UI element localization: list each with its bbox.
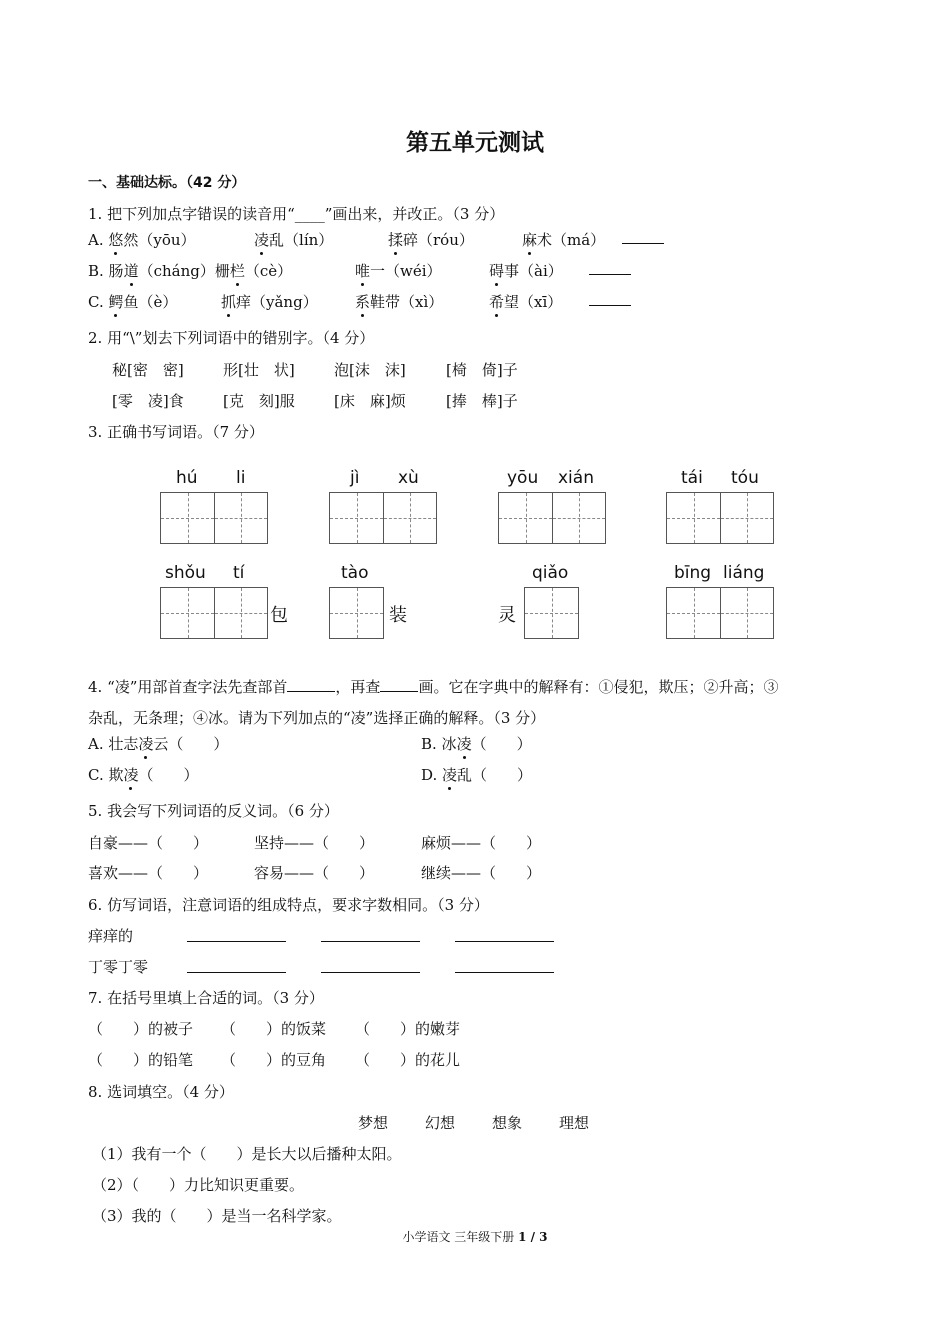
writing-grid[interactable]	[329, 492, 437, 544]
question-8-prompt: 8. 选词填空。（4 分）	[88, 1083, 234, 1101]
q1-c-answer-blank[interactable]	[589, 291, 631, 310]
q5-item[interactable]: 坚持——（ ）	[254, 834, 375, 852]
writing-grid[interactable]	[498, 492, 606, 544]
grid-suffix-char: 装	[389, 605, 407, 626]
q7-item[interactable]: （ ）的被子	[88, 1020, 194, 1038]
q1-a-4: 麻术（má）	[522, 231, 606, 249]
q6-example-2: 丁零丁零	[88, 958, 149, 976]
q1-c-3: 系鞋带（xì）	[355, 293, 444, 311]
q2-word[interactable]: [捧 棒]子	[446, 392, 518, 410]
q5-item[interactable]: 麻烦——（ ）	[421, 834, 542, 852]
q1-a-answer-blank[interactable]	[622, 229, 664, 248]
q2-word[interactable]: 泡[沫 沫]	[334, 361, 406, 379]
word-choice: 理想	[559, 1114, 590, 1132]
pinyin: tóu	[731, 468, 759, 488]
q1-b-4: 碍事（ài）	[489, 262, 563, 280]
pinyin: shǒu	[165, 563, 206, 583]
q2-word[interactable]: [零 凌]食	[112, 392, 184, 410]
word-choice: 想象	[492, 1114, 523, 1132]
question-7-prompt: 7. 在括号里填上合适的词。（3 分）	[88, 989, 324, 1007]
pinyin: xù	[398, 468, 419, 488]
word-choice: 幻想	[425, 1114, 456, 1132]
q5-item[interactable]: 喜欢——（ ）	[88, 864, 209, 882]
stroke-blank[interactable]	[380, 677, 418, 692]
q7-item[interactable]: （ ）的嫩芽	[355, 1020, 461, 1038]
q1-a-2: 凌乱（lín）	[254, 231, 334, 249]
q1-b-3: 唯一（wéi）	[355, 262, 442, 280]
q6-blank[interactable]	[455, 956, 554, 977]
page-footer: 小学语文 三年级下册 1 / 3	[402, 1230, 548, 1244]
q7-item[interactable]: （ ）的饭菜	[221, 1020, 327, 1038]
pinyin: yōu	[507, 468, 539, 488]
q6-blank[interactable]	[321, 956, 420, 977]
q2-word[interactable]: 形[壮 状]	[223, 361, 295, 379]
question-3-prompt: 3. 正确书写词语。（7 分）	[88, 423, 264, 441]
q5-item[interactable]: 容易——（ ）	[254, 864, 375, 882]
q8-sentence[interactable]: （2）（ ）力比知识更重要。	[92, 1176, 305, 1194]
question-5-prompt: 5. 我会写下列词语的反义词。（6 分）	[88, 802, 339, 820]
pinyin: jì	[350, 468, 360, 488]
section-heading: 一、基础达标。（42 分）	[88, 175, 246, 191]
pinyin: liáng	[723, 563, 765, 583]
q8-sentence[interactable]: （1）我有一个（ ）是长大以后播种太阳。	[92, 1145, 402, 1163]
q1-c-2: 抓痒（yǎng）	[221, 293, 318, 311]
q2-word[interactable]: 秘[密 密]	[112, 361, 184, 379]
pinyin: tào	[341, 563, 369, 583]
q4-option-d[interactable]: D. 凌乱（ ）	[421, 766, 533, 784]
q4-option-a[interactable]: A. 壮志凌云（ ）	[88, 735, 229, 753]
q4-option-b[interactable]: B. 冰凌（ ）	[421, 735, 532, 753]
pinyin: bīng	[674, 563, 712, 583]
q8-sentence[interactable]: （3）我的（ ）是当一名科学家。	[92, 1207, 342, 1225]
question-6-prompt: 6. 仿写词语，注意词语的组成特点，要求字数相同。（3 分）	[88, 896, 489, 914]
page-number: 1 / 3	[518, 1230, 548, 1244]
question-4-line2: 杂乱，无条理；④冰。请为下列加点的“凌”选择正确的解释。（3 分）	[88, 709, 546, 727]
q1-option-b: B. 肠道（cháng）栅栏（cè）	[88, 262, 293, 280]
q1-b-answer-blank[interactable]	[589, 260, 631, 279]
q6-example-1: 痒痒的	[88, 927, 134, 945]
grid-prefix-char: 灵	[498, 605, 516, 626]
q7-item[interactable]: （ ）的铅笔	[88, 1051, 194, 1069]
writing-grid[interactable]	[524, 587, 579, 639]
q2-word[interactable]: [床 麻]烦	[334, 392, 406, 410]
q1-option-a: A. 悠然（yōu）	[88, 231, 196, 249]
pinyin: qiǎo	[532, 563, 569, 583]
writing-grid[interactable]	[666, 587, 774, 639]
question-4-line1: 4. “凌”用部首查字法先查部首 ，再查 画。它在字典中的解释有：①侵犯，欺压；②升高；③	[88, 678, 779, 696]
q5-item[interactable]: 自豪——（ ）	[88, 834, 209, 852]
q1-option-c: C. 鳄鱼（è）	[88, 293, 178, 311]
question-1-prompt: 1. 把下列加点字错误的读音用“____”画出来，并改正。（3 分）	[88, 205, 505, 223]
writing-grid[interactable]	[666, 492, 774, 544]
q6-blank[interactable]	[187, 956, 286, 977]
writing-grid[interactable]	[160, 587, 268, 639]
q7-item[interactable]: （ ）的花儿	[355, 1051, 461, 1069]
pinyin: hú	[176, 468, 198, 488]
pinyin: xián	[558, 468, 594, 488]
q7-item[interactable]: （ ）的豆角	[221, 1051, 327, 1069]
q1-a-3: 揉碎（róu）	[388, 231, 474, 249]
q2-word[interactable]: [克 刻]服	[223, 392, 295, 410]
pinyin: li	[236, 468, 246, 488]
pinyin: tí	[233, 563, 245, 583]
pinyin: tái	[681, 468, 703, 488]
writing-grid[interactable]	[160, 492, 268, 544]
word-choice: 梦想	[358, 1114, 389, 1132]
q5-item[interactable]: 继续——（ ）	[421, 864, 542, 882]
q6-blank[interactable]	[187, 925, 286, 946]
question-2-prompt: 2. 用“\”划去下列词语中的错别字。（4 分）	[88, 329, 375, 347]
q6-blank[interactable]	[455, 925, 554, 946]
q1-c-4: 希望（xī）	[489, 293, 563, 311]
q4-option-c[interactable]: C. 欺凌（ ）	[88, 766, 199, 784]
q2-word[interactable]: [椅 倚]子	[446, 361, 518, 379]
page-title: 第五单元测试	[406, 130, 544, 156]
writing-grid[interactable]	[329, 587, 384, 639]
q6-blank[interactable]	[321, 925, 420, 946]
radical-blank[interactable]	[287, 677, 335, 692]
grid-suffix-char: 包	[270, 605, 288, 626]
